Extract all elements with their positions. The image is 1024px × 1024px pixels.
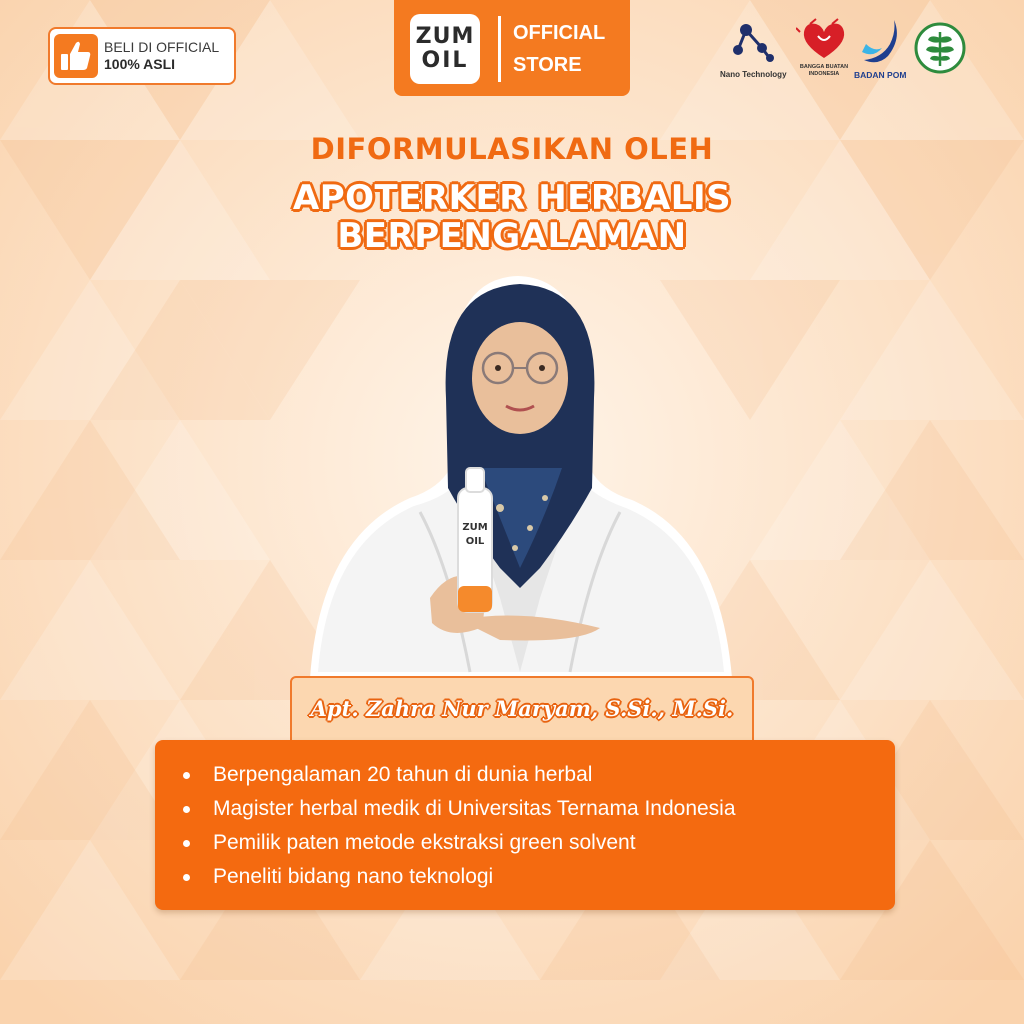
bullet-dot (183, 874, 190, 881)
list-item (179, 828, 736, 862)
herbal-leaf-logo (914, 22, 966, 74)
logo-line1: ZUM (415, 24, 475, 49)
badge-line2: 100% ASLI (104, 56, 176, 72)
headline-line1: DIFORMULASIKAN OLEH (310, 132, 714, 166)
headline-line2: APOTERKER HERBALIS (292, 178, 732, 218)
bullet-dot (183, 806, 190, 813)
thumbs-up-icon (54, 34, 98, 78)
heart-icon (796, 18, 852, 62)
badan-pom-logo (854, 18, 910, 88)
list-item-text: Peneliti bidang nano teknologi (213, 865, 494, 888)
bpom-caption: BADAN POM (854, 70, 907, 80)
pharmacist-photo (300, 268, 740, 688)
molecule-icon (716, 20, 792, 66)
list-item (179, 760, 736, 794)
official-badge (48, 27, 236, 85)
list-item-text: Berpengalaman 20 tahun di dunia herbal (213, 763, 593, 786)
list-item-text: Pemilik paten metode ekstraksi green solvent (213, 831, 636, 854)
official-store-banner (394, 0, 630, 96)
svg-text:OIL: OIL (465, 536, 485, 547)
bullet-dot (183, 840, 190, 847)
name-tag (290, 676, 754, 742)
banner-divider (498, 16, 501, 82)
list-item (179, 794, 736, 828)
headline-line3: BERPENGALAMAN (337, 216, 687, 256)
credentials-list (179, 760, 736, 896)
leaf-icon (914, 22, 966, 74)
svg-text:ZUM: ZUM (462, 522, 488, 533)
pharmacist-name: Apt. Zahra Nur Maryam, S.Si., M.Si. (310, 696, 734, 721)
list-item (179, 862, 736, 896)
store-label-line1: OFFICIAL (513, 22, 606, 44)
store-label-line2: STORE (513, 54, 582, 76)
logo-line2: OIL (421, 48, 469, 73)
bangga-buatan-indonesia-logo (796, 18, 852, 88)
zumoil-logo (410, 14, 480, 84)
list-item-text: Magister herbal medik di Universitas Ternama Indonesia (213, 797, 736, 820)
badge-line1: BELI DI OFFICIAL (104, 38, 220, 55)
bullet-dot (183, 772, 190, 779)
bangga-caption: BANGGA BUATAN INDONESIA (799, 64, 849, 77)
bpom-swoosh-icon (854, 18, 910, 66)
nano-technology-logo (716, 20, 792, 86)
nano-caption: Nano Technology (720, 70, 787, 79)
credentials-box (155, 740, 895, 910)
